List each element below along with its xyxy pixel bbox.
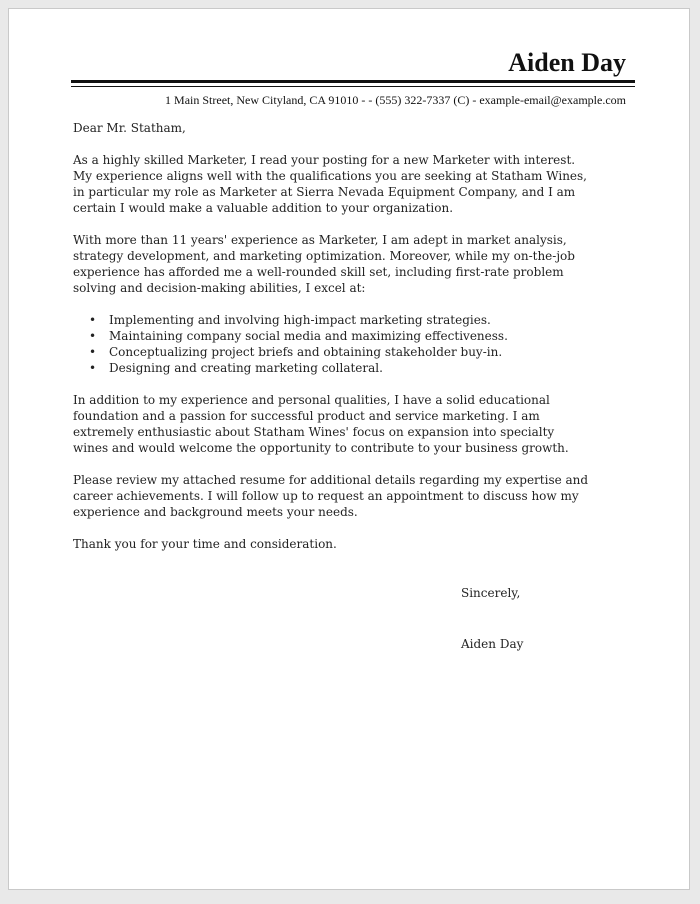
paragraph-line: career achievements. I will follow up to request an appointment to discuss how my [73,489,579,503]
header-rule-thin [71,86,635,87]
paragraph-line: wines and would welcome the opportunity to contribute to your business growth. [73,441,569,455]
bullet-icon: • [89,361,97,375]
contact-info: 1 Main Street, New Cityland, CA 91010 - - (555) 322-7337 (C) - example-email@example.com [165,93,626,107]
list-item-text: Implementing and involving high-impact marketing strategies. [109,313,491,327]
paragraph-line: With more than 11 years' experience as Marketer, I am adept in market analysis, [73,233,567,247]
paragraph-line: Please review my attached resume for additional details regarding my expertise and [73,473,589,487]
salutation: Dear Mr. Statham, [73,121,186,135]
paragraph-line: extremely enthusiastic about Statham Wines' focus on expansion into specialty [73,425,555,439]
list-item [73,328,653,344]
paragraph-line: As a highly skilled Marketer, I read your posting for a new Marketer with interest. [73,153,576,167]
paragraph-line: certain I would make a valuable addition to your organization. [73,201,454,215]
list-item [73,360,653,376]
paragraph-line: experience and background meets your needs. [73,505,358,519]
paragraph-follow-up [73,472,653,520]
paragraph-line: solving and decision-making abilities, I excel at: [73,281,366,295]
paragraph-intro [73,152,653,216]
thanks-line: Thank you for your time and consideration. [73,537,337,551]
list-item [73,344,653,360]
paragraph-line: In addition to my experience and personal qualities, I have a solid educational [73,393,550,407]
skills-list [73,312,653,376]
sender-name: Aiden Day [508,48,626,77]
paragraph-line: experience has afforded me a well-rounded skill set, including first-rate problem [73,265,564,279]
bullet-icon: • [89,329,97,343]
list-item-text: Conceptualizing project briefs and obtaining stakeholder buy-in. [109,345,503,359]
closing: Sincerely, [461,586,521,600]
paragraph-line: in particular my role as Marketer at Sierra Nevada Equipment Company, and I am [73,185,576,199]
header-rule-thick [71,80,635,83]
signature: Aiden Day [461,637,524,651]
paragraph-education [73,392,653,456]
list-item-text: Maintaining company social media and maximizing effectiveness. [109,329,508,343]
paragraph-line: strategy development, and marketing optimization. Moreover, while my on-the-job [73,249,575,263]
bullet-icon: • [89,345,97,359]
list-item [73,312,653,328]
paragraph-line: My experience aligns well with the qualifications you are seeking at Statham Wines, [73,169,587,183]
bullet-icon: • [89,313,97,327]
list-item-text: Designing and creating marketing collateral. [109,361,383,375]
letter-body [73,120,653,568]
paragraph-experience [73,232,653,296]
paragraph-line: foundation and a passion for successful product and service marketing. I am [73,409,540,423]
letter-page [8,8,690,890]
